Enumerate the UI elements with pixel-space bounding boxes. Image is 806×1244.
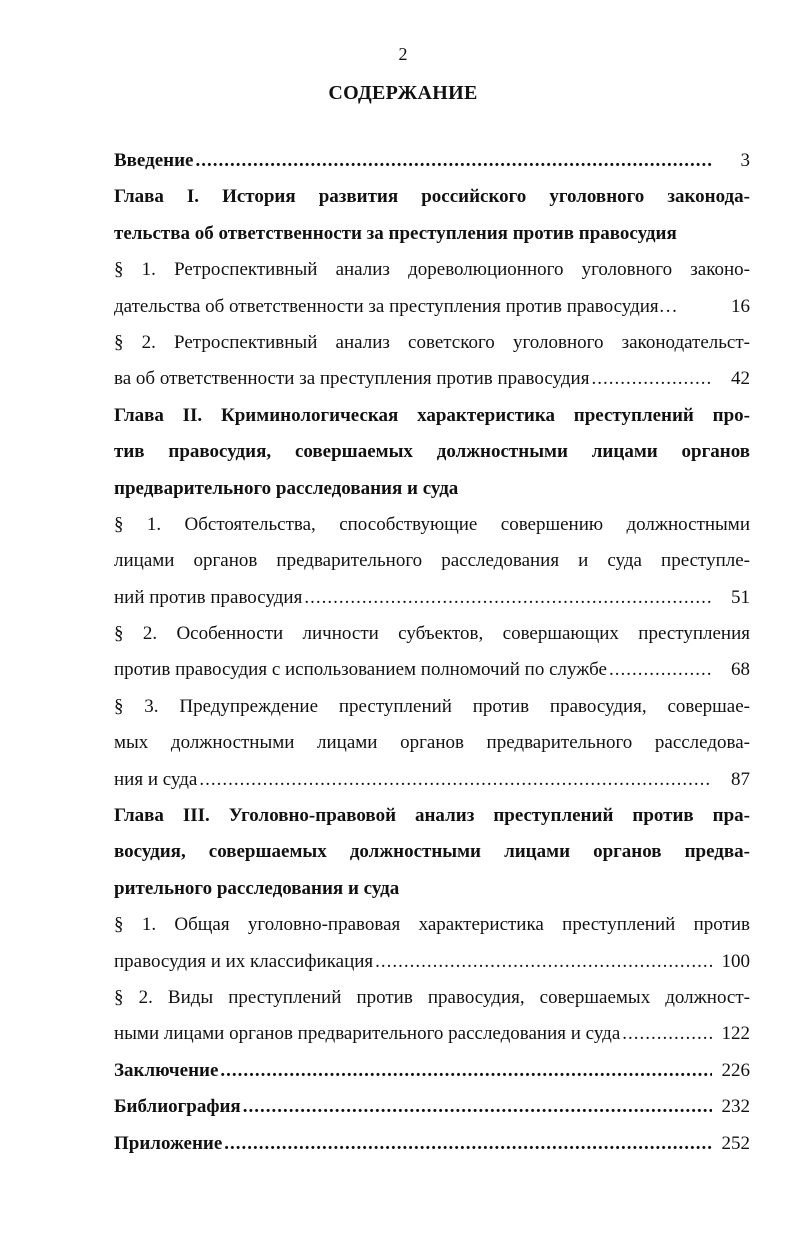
chapter-2-section-2-line-1: § 2. Особенности личности субъектов, совершающих преступления: [114, 623, 750, 645]
toc-page-number: 68: [731, 659, 750, 681]
dot-leader: [196, 150, 713, 172]
dot-leader: [199, 769, 712, 791]
chapter-2-section-3-line-1: § 3. Предупреждение преступлений против правосудия, совершае-: [114, 695, 750, 717]
toc-page-number: 16: [731, 295, 750, 317]
chapter-3-heading-line-2: восудия, совершаемых должностными лицами органов предва-: [114, 841, 750, 863]
toc-entry-chapter-1-section-1[interactable]: [114, 296, 750, 332]
toc-page-number: 122: [721, 1023, 750, 1045]
toc-entry-chapter-3-section-2[interactable]: [114, 1023, 750, 1059]
dot-leader: [220, 1060, 712, 1082]
chapter-2-heading-line-2: тив правосудия, совершаемых должностными лицами органов: [114, 441, 750, 463]
toc-entry-chapter-3-section-1[interactable]: [114, 951, 750, 987]
toc-entry-label: ва об ответственности за преступления против правосудия: [114, 368, 590, 390]
toc-entry-bibliography[interactable]: [114, 1096, 750, 1132]
chapter-3-heading-line-3: рительного расследования и суда: [114, 877, 400, 899]
chapter-2-heading-line-1: Глава II. Криминологическая характеристика преступлений про-: [114, 404, 750, 426]
dot-leader: [304, 587, 712, 609]
toc-page-number: 232: [721, 1096, 750, 1118]
toc-entry-chapter-1-section-2[interactable]: [114, 368, 750, 404]
page-number: 2: [398, 44, 408, 64]
toc-entry-conclusion[interactable]: [114, 1060, 750, 1096]
toc-entry-appendix[interactable]: [114, 1133, 750, 1169]
toc-entry-label: ний против правосудия: [114, 586, 303, 608]
toc-page-number: 87: [731, 768, 750, 790]
chapter-1-section-1-line-1: § 1. Ретроспективный анализ дореволюционного уголовного законо-: [114, 259, 750, 281]
toc-entry-chapter-2-section-2[interactable]: [114, 659, 750, 695]
dot-leader: [591, 368, 712, 390]
chapter-3-heading-line-1: Глава III. Уголовно-правовой анализ преступлений против пра-: [114, 805, 750, 827]
toc-entry-label: Библиография: [114, 1096, 241, 1118]
toc-entry-label: ными лицами органов предварительного расследования и суда: [114, 1023, 621, 1045]
chapter-1-heading-line-1: Глава I. История развития российского уголовного законода-: [114, 186, 750, 208]
dot-leader: [609, 659, 712, 681]
toc-page-number: 3: [740, 150, 750, 171]
toc-entry-intro[interactable]: [114, 150, 750, 186]
dot-leader: [622, 1023, 712, 1045]
chapter-2-heading-line-3: предварительного расследования и суда: [114, 477, 459, 499]
chapter-3-section-1-line-1: § 1. Общая уголовно-правовая характеристика преступлений против: [114, 914, 750, 936]
chapter-2-section-3-line-2: мых должностными лицами органов предварительного расследова-: [114, 732, 750, 754]
chapter-2-section-1-line-1: § 1. Обстоятельства, способствующие совершению должностными: [114, 513, 750, 535]
toc-page-number: 226: [721, 1059, 750, 1081]
page-title: СОДЕРЖАНИЕ: [328, 82, 478, 104]
chapter-1-heading-line-2: тельства об ответственности за преступления против правосудия: [114, 222, 677, 244]
toc-entry-label: правосудия и их классификация: [114, 950, 374, 972]
toc-entry-label: ния и суда: [114, 768, 198, 790]
toc-page-number: 51: [731, 586, 750, 608]
chapter-1-section-2-line-1: § 2. Ретроспективный анализ советского уголовного законодательст-: [114, 331, 750, 353]
toc-entry-chapter-2-section-3[interactable]: [114, 769, 750, 805]
chapter-3-section-2-line-1: § 2. Виды преступлений против правосудия, совершаемых должност-: [114, 986, 750, 1008]
table-of-contents: [114, 150, 750, 1169]
toc-entry-label: Заключение: [114, 1059, 219, 1081]
dot-leader: [224, 1133, 712, 1155]
dot-leader: [243, 1096, 712, 1118]
toc-entry-chapter-2-section-1[interactable]: [114, 587, 750, 623]
toc-page-number: 252: [721, 1132, 750, 1154]
toc-entry-label: Введение: [114, 150, 194, 171]
toc-page-number: 42: [731, 368, 750, 390]
toc-entry-label: дательства об ответственности за преступления против правосудия…: [114, 295, 678, 317]
toc-entry-label: против правосудия с использованием полномочий по службе: [114, 659, 607, 681]
chapter-2-section-1-line-2: лицами органов предварительного расследования и суда преступле-: [114, 550, 750, 572]
toc-page-number: 100: [721, 950, 750, 972]
toc-entry-label: Приложение: [114, 1132, 223, 1154]
dot-leader: [375, 951, 712, 973]
